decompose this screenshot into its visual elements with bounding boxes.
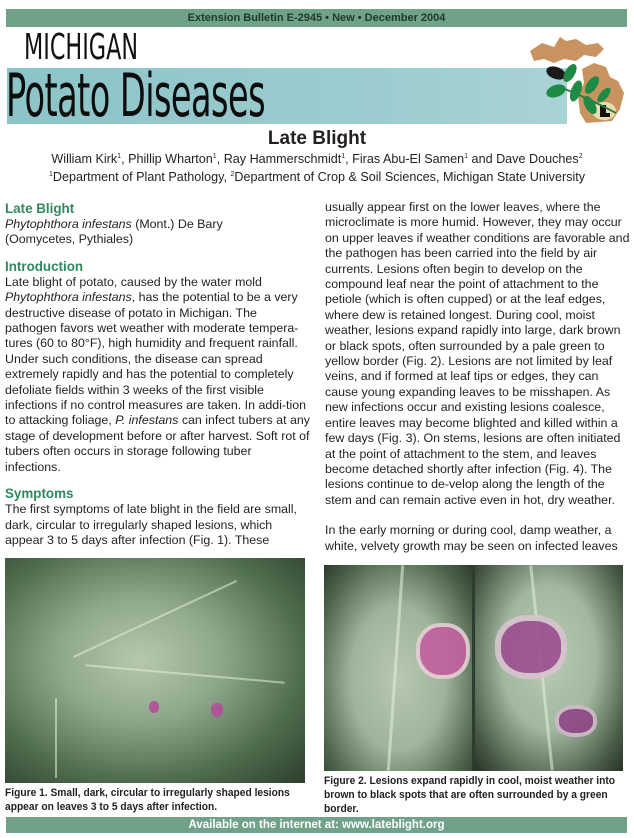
- figure-1-caption: Figure 1. Small, dark, circular to irregularly shaped lesions appear on leaves 3 to 5 days after infection.: [5, 787, 290, 813]
- affiliation-marker: 2: [578, 153, 583, 160]
- affiliation: Department of Plant Pathology,: [52, 170, 231, 184]
- lesion-spot: [416, 623, 470, 679]
- lesion-spot: [149, 701, 159, 713]
- left-column: [5, 201, 310, 548]
- affiliation-marker: 1: [341, 153, 346, 160]
- separator: ,: [345, 152, 353, 166]
- affiliation-marker: 1: [464, 153, 469, 160]
- section-heading-late-blight: Late Blight: [5, 201, 75, 216]
- separator: ,: [216, 152, 224, 166]
- lesion-spot: [211, 703, 223, 717]
- text-italic: Phytophthora infestans: [5, 290, 132, 305]
- bulletin-header-bar: [6, 9, 627, 27]
- affiliation-marker: 1: [117, 153, 122, 160]
- bulletin-info: Extension Bulletin E-2945 • New • December 2004: [187, 12, 446, 24]
- michigan-map-leaf-logo-icon: [520, 29, 632, 125]
- text: can infect tubers at any stage of development before or after harvest. Soft rot of tubers often occurs in storage following tuber infections.: [5, 413, 310, 474]
- figure-2-left-photo: [324, 565, 472, 771]
- symptoms-paragraph-2: In the early morning or during cool, damp weather, a white, velvety growth may be seen on infected leaves: [325, 523, 618, 553]
- species-authority: (Mont.) De Bary: [131, 217, 223, 231]
- symptoms-paragraph-continued: usually appear first on the lower leaves, where the microclimate is more humid. However, they may occur on upper leaves if weather conditions are favorable and the pathogen has been carried into the field by air currents. Lesions often begin to develop on the compound leaf near the point of attachment to the petiole (which is often cupped) or at the leaf edges, where dew is retained longest. During cool, moist weather, lesions expand rapidly into large, dark brown or black spots, often surrounded by a pale green to yellow border (Fig. 2). Lesions are not limited by leaf veins, and if formed at leaf tips or edges, they can cause young expanding leaves to be misshapen. As new infections occur and existing lesions coalesce, entire leaves may become blighted and killed within a few days (Fig. 3). On stems, lesions are often initiated at the point of attachment to the stem, and leaves become detached shortly after infection (Fig. 4). The lesions continue to de-velop along the length of the stem and can remain active even in hot, dry weather.: [325, 200, 630, 507]
- affiliation-marker: 1: [48, 171, 53, 178]
- figure-1-photo: [5, 558, 305, 783]
- symptoms-paragraph-start: The first symptoms of late blight in the field are small, dark, circular to irregularly shaped lesions, which appear 3 to 5 days after infection (Fig. 1). These: [5, 502, 297, 547]
- affiliation: Department of Crop & Soil Sciences, Michigan State University: [234, 170, 586, 184]
- classification: (Oomycetes, Pythiales): [5, 232, 134, 247]
- separator: and: [468, 152, 497, 166]
- section-heading-symptoms: Symptoms: [5, 486, 74, 502]
- affiliation-marker: 1: [212, 153, 217, 160]
- website-link[interactable]: Available on the internet at: www.lateblight.org: [188, 819, 445, 831]
- species-italic: Phytophthora infestans: [5, 217, 132, 231]
- text: , has the potential to be a very destructive disease of potato in Michigan. The pathogen favors wet weather with moderate tempera-tures (60 to 80°F), high humidity and frequent rainfall. Under such conditions, the disease can spread extremely rapidly and has the potential to completely defoliate fields within 3 weeks of the first visible infections if no control measures are taken. In addi-tion to attacking foliage,: [5, 290, 306, 428]
- introduction-paragraph: [5, 275, 310, 475]
- author: Firas Abu-El Samen: [352, 152, 465, 166]
- masthead: [0, 27, 634, 131]
- document-title: Late Blight: [267, 128, 367, 149]
- author: Ray Hammerschmidt: [223, 152, 342, 166]
- figure-2-photo: [324, 565, 623, 771]
- text: Late blight of potato, caused by the water mold: [5, 274, 262, 289]
- author: William Kirk: [51, 152, 118, 166]
- author: Phillip Wharton: [128, 152, 213, 166]
- footer-bar: [6, 817, 627, 833]
- author-list: [0, 152, 634, 166]
- section-heading-introduction: Introduction: [5, 258, 84, 274]
- figure-2-right-photo: [475, 565, 623, 771]
- lesion-spot: [555, 705, 597, 737]
- author: Dave Douches: [496, 152, 579, 166]
- right-column: [325, 200, 630, 554]
- lesion-spot: [495, 615, 567, 679]
- affiliations: [0, 170, 634, 184]
- affiliation-marker: 2: [230, 171, 235, 178]
- series-title-michigan: MICHIGAN: [24, 27, 139, 68]
- separator: ,: [121, 152, 129, 166]
- species-name: [5, 217, 310, 232]
- text-italic: P. infestans: [115, 413, 179, 428]
- figure-2-caption: Figure 2. Lesions expand rapidly in cool, moist weather into brown to black spots that are often surrounded by a green border.: [324, 775, 616, 815]
- series-title-main: Potato Diseases: [6, 61, 266, 131]
